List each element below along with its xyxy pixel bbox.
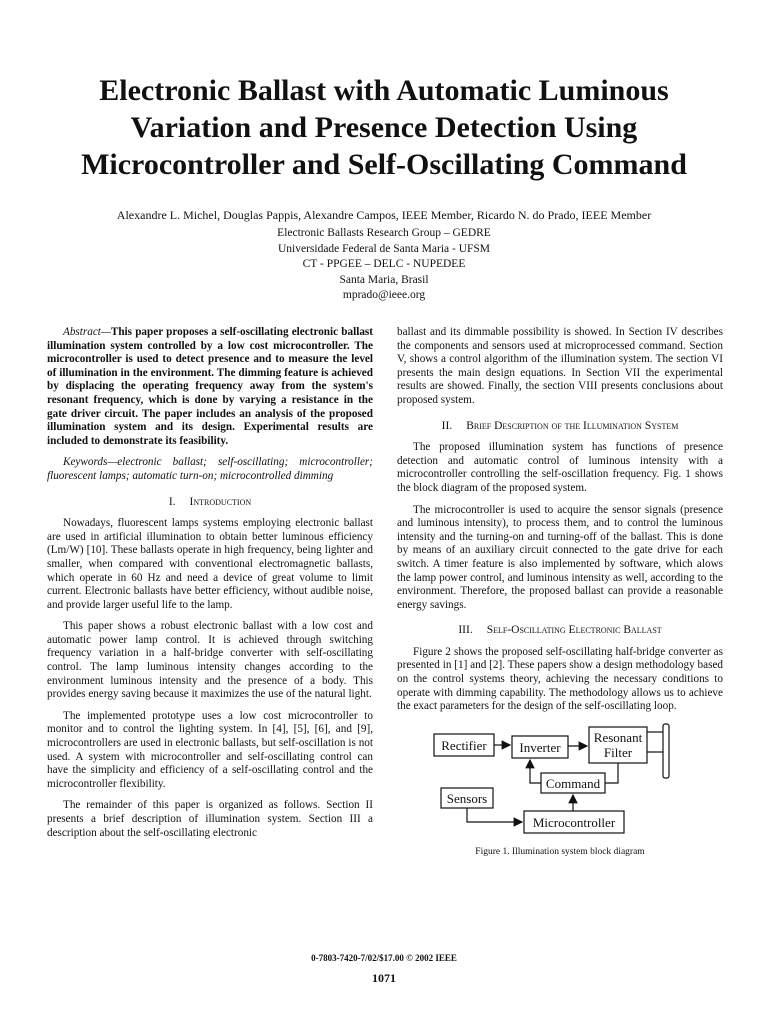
arrow-sensors-microcontroller	[467, 808, 522, 822]
abstract-label: Abstract—	[63, 326, 111, 338]
keywords: Keywords—electronic ballast; self-oscillating; microcontroller; fluorescent lamps; automatic turn-on; microcontrolled dimming	[47, 456, 373, 482]
section-heading-description	[397, 420, 723, 434]
right-column	[397, 326, 723, 862]
sensors-label: Sensors	[446, 790, 488, 806]
section-number: III.	[458, 624, 473, 637]
page-number: 1071	[372, 971, 396, 985]
author-list: Alexandre L. Michel, Douglas Pappis, Alexandre Campos, IEEE Member, Ricardo N. do Prado, IEEE Member	[116, 208, 652, 222]
rectifier-label: Rectifier	[441, 737, 487, 753]
paragraph: Nowadays, fluorescent lamps systems employing electronic ballast are used in artificial illumination to obtain better luminous efficiency (Lm/W) [10]. These ballasts operate in high frequency, being lighter and smaller, when compared with conventional electromagnetic ballasts, which operate in 60 Hz and need a device of great volume to limit current. Electronic ballasts have better efficiency, without audible noise, and provide larger useful life to the lamp.	[47, 517, 373, 611]
paragraph: This paper shows a robust electronic ballast with a low cost and automatic power lamp control. It is achieved through switching frequency variation in a half-bridge converter with self-oscillating control. The lamp luminous intensity changes according to the environment luminous intensity and the presence of a body. This provides energy saving because it maximizes the use of the natural light.	[47, 620, 373, 701]
arrow-command-inverter	[530, 760, 541, 783]
resonant-label: Resonant	[593, 729, 643, 745]
affiliation-block	[184, 226, 584, 304]
abstract-text: This paper proposes a self-oscillating electronic ballast illumination system controlled by a low cost microcontroller. The microcontroller is used to detect presence and to measure the level of illumination in the environment. The dimming feature is achieved by displacing the operating frequency away from the system's resonant frequency, which is done by varying a resistance in the gate driver circuit. The paper includes an analysis of the proposed illumination system and its design. Experimental results are included to demonstrate its feasibility.	[47, 326, 373, 447]
block-diagram	[397, 722, 723, 844]
section-number: I.	[168, 495, 176, 508]
abstract	[47, 326, 373, 448]
inverter-label: Inverter	[519, 739, 561, 755]
figure-caption: Figure 1. Illumination system block diagram	[475, 846, 645, 857]
section-heading-ballast	[397, 624, 723, 638]
filter-label: Filter	[603, 744, 633, 760]
paragraph: The microcontroller is used to acquire the sensor signals (presence and luminous intensity), to process them, and to control the luminous intensity and the turning-on and turning-off of the ballast. This is done by means of an auxiliary circuit connected to the gate drive for each switch. A timer feature is also implemented by software, which alows the lamp power control, and luminous intensity as well, according to the environment. Therefore, the proposed ballast can provide a reasonable energy savings.	[397, 503, 723, 611]
paragraph: The proposed illumination system has functions of presence detection and automatic control of luminous intensity with a microcontroller controlling the self-oscillation frequency. Fig. 1 shows the block diagram of the proposed system.	[397, 441, 723, 494]
wire-filter-command	[605, 763, 618, 783]
section-title: Introduction	[189, 495, 252, 508]
paragraph: The implemented prototype uses a low cost microcontroller to monitor and to control the lighting system. In [4], [5], [6], and [9], microcontrollers are used in electronic ballasts, but self-oscillation is not used. A system with microcontroller and self-oscillating control can have the simplicity and efficiency of a self-oscillating control and the microcontroller flexibility.	[47, 709, 373, 790]
author-email: mprado@ieee.org	[342, 289, 426, 301]
paper-title: Electronic Ballast with Automatic Luminous Variation and Presence Detection Using Microcontroller and Self-Oscillating Command	[81, 74, 687, 181]
paragraph: Figure 2 shows the proposed self-oscillating half-bridge converter as presented in [1] and [2]. These papers show a design methodology based on the control systems theory, achieving the necessary conditions to operate with dimming capability. The methodology allows us to achieve the exact parameters for the design of the self-oscillating loop.	[397, 645, 723, 713]
affiliation-line: Universidade Federal de Santa Maria - UFSM	[277, 242, 491, 255]
copyright-code: 0-7803-7420-7/02/$17.00 © 2002 IEEE	[311, 953, 457, 963]
section-title: Self-Oscillating Electronic Ballast	[486, 624, 662, 637]
affiliation-line: CT - PPGEE – DELC - NUPEDEE	[302, 258, 466, 270]
section-title: Brief Description of the Illumination System	[466, 419, 679, 432]
affiliation-line: Santa Maria, Brasil	[339, 273, 429, 286]
paragraph-continued: ballast and its dimmable possibility is showed. In Section IV describes the components and sensors used at microprocessed command. Section V, shows a control algorithm of the illumination system. The section VI presents the main design equations. In Section VII the experimental results are showed. Finally, the section VIII presents conclusions about proposed system.	[397, 326, 723, 406]
affiliation-line: Electronic Ballasts Research Group – GEDRE	[277, 227, 491, 239]
figure-1	[397, 722, 723, 862]
paragraph: The remainder of this paper is organized as follows. Section II presents a brief description of illumination system. Section III a description about the self-oscillating electronic	[47, 799, 373, 839]
microcontroller-label: Microcontroller	[532, 814, 616, 830]
left-column	[47, 326, 373, 848]
lamp-symbol	[663, 724, 669, 778]
section-heading-introduction	[47, 496, 373, 510]
command-label: Command	[545, 775, 601, 791]
section-number: II.	[441, 419, 453, 432]
